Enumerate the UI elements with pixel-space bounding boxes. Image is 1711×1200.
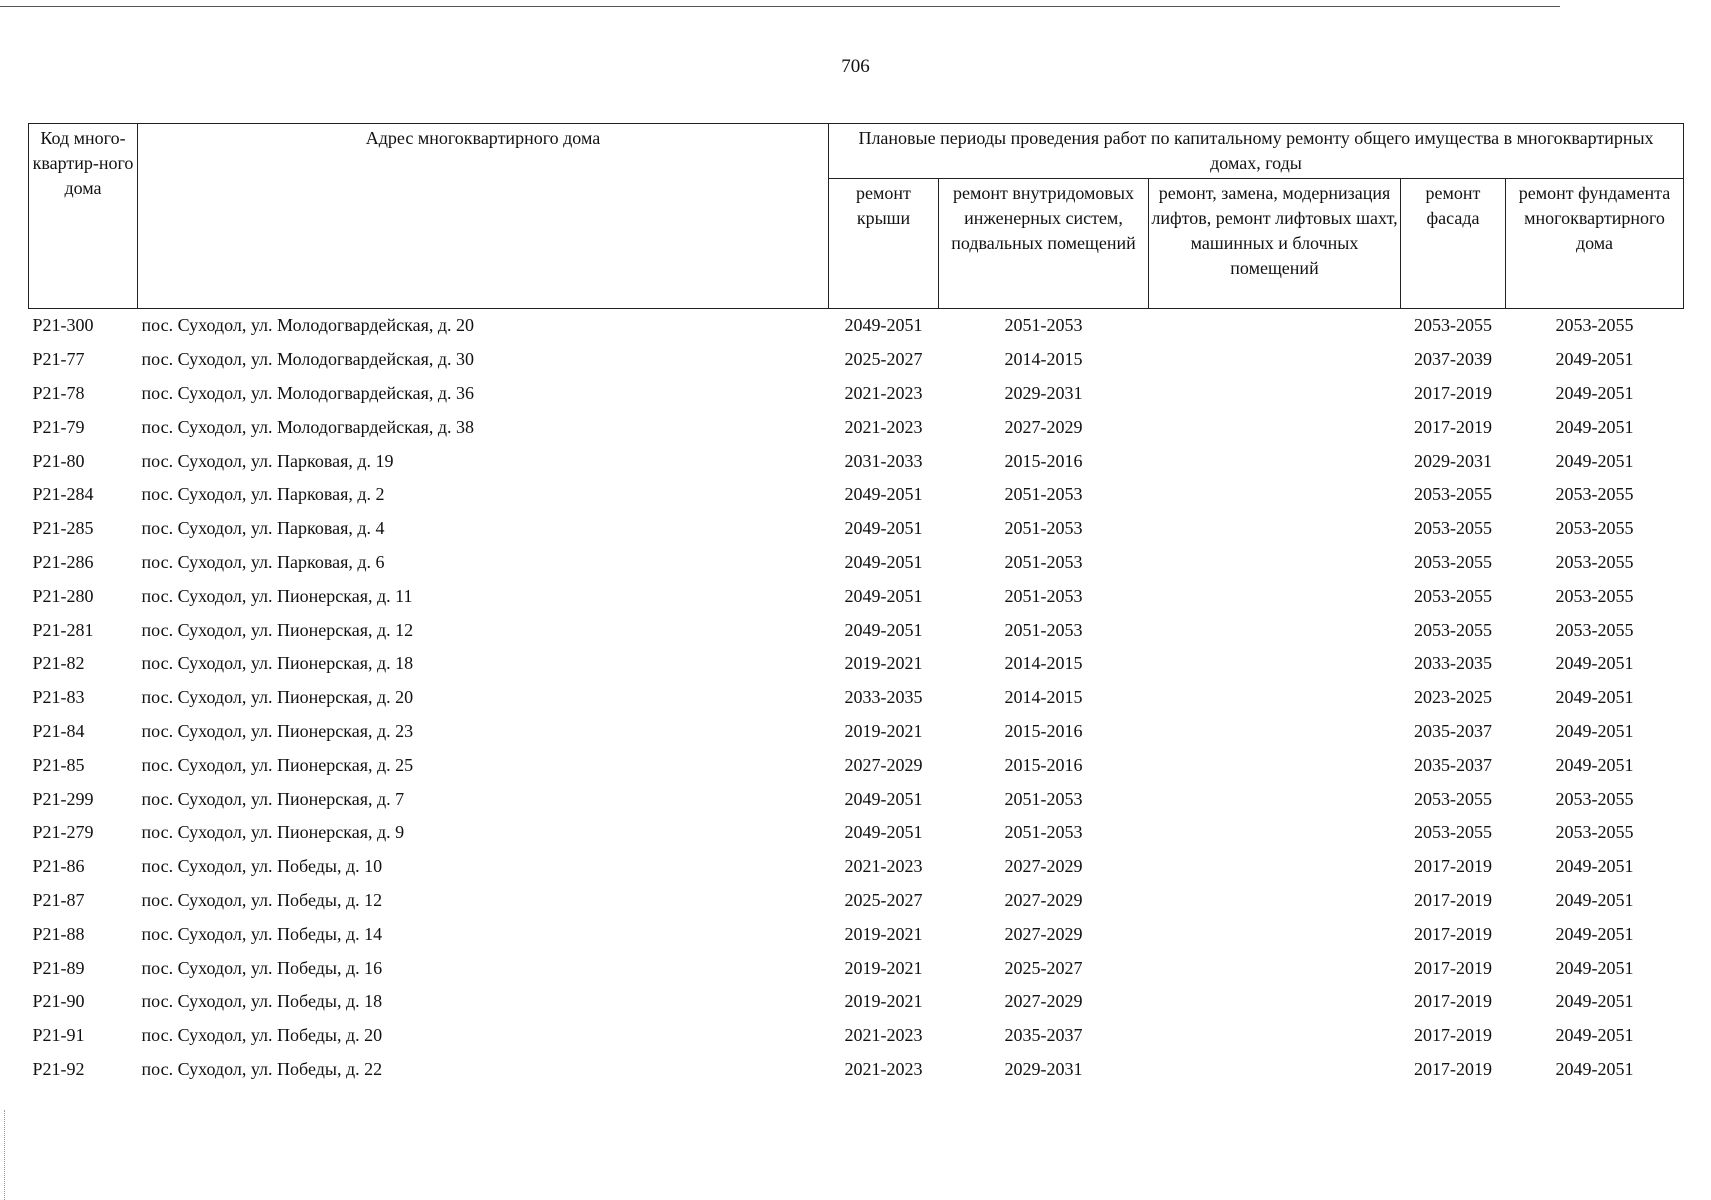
table-row	[29, 850, 1684, 884]
cell-facade: 2017-2019	[1414, 856, 1492, 877]
cell-roof: 2033-2035	[844, 687, 923, 708]
cell-roof: 2021-2023	[844, 1058, 923, 1079]
cell-lifts	[1149, 579, 1401, 613]
scan-margin-marks	[4, 1110, 5, 1200]
cell-systems: 2051-2053	[1004, 788, 1083, 809]
cell-lifts	[1149, 410, 1401, 444]
header-code: Код много-квартир-ного дома	[29, 124, 138, 309]
cell-code: P21-88	[32, 923, 85, 944]
cell-facade: 2053-2055	[1414, 518, 1492, 539]
cell-roof: 2025-2027	[844, 349, 923, 370]
cell-facade: 2017-2019	[1414, 889, 1492, 910]
cell-systems: 2014-2015	[1004, 349, 1083, 370]
table-row	[29, 985, 1684, 1019]
table-row	[29, 748, 1684, 782]
header-foundation: ремонт фундамента многоквартирного дома	[1506, 179, 1684, 309]
cell-lifts	[1149, 613, 1401, 647]
cell-roof: 2019-2021	[844, 923, 923, 944]
cell-code: P21-77	[32, 349, 85, 370]
cell-address: пос. Суходол, ул. Победы, д. 12	[141, 889, 383, 910]
cell-facade: 2053-2055	[1414, 484, 1492, 505]
cell-facade: 2053-2055	[1414, 822, 1492, 843]
cell-systems: 2051-2053	[1004, 822, 1083, 843]
cell-facade: 2053-2055	[1414, 585, 1492, 606]
cell-lifts	[1149, 478, 1401, 512]
table-row	[29, 681, 1684, 715]
cell-roof: 2049-2051	[844, 788, 923, 809]
cell-foundation: 2053-2055	[1555, 315, 1634, 336]
table-row	[29, 884, 1684, 918]
cell-foundation: 2053-2055	[1555, 484, 1634, 505]
cell-systems: 2015-2016	[1004, 450, 1083, 471]
cell-address: пос. Суходол, ул. Пионерская, д. 25	[141, 754, 414, 775]
cell-code: P21-285	[32, 518, 94, 539]
cell-systems: 2027-2029	[1004, 856, 1083, 877]
cell-address: пос. Суходол, ул. Пионерская, д. 23	[141, 720, 414, 741]
table-row	[29, 917, 1684, 951]
cell-lifts	[1149, 816, 1401, 850]
cell-systems: 2027-2029	[1004, 923, 1083, 944]
cell-facade: 2017-2019	[1414, 923, 1492, 944]
cell-foundation: 2049-2051	[1555, 957, 1634, 978]
cell-lifts	[1149, 951, 1401, 985]
cell-address: пос. Суходол, ул. Победы, д. 18	[141, 991, 383, 1012]
cell-code: P21-286	[32, 551, 94, 572]
cell-address: пос. Суходол, ул. Победы, д. 10	[141, 856, 383, 877]
cell-lifts	[1149, 512, 1401, 546]
cell-foundation: 2049-2051	[1555, 991, 1634, 1012]
cell-address: пос. Суходол, ул. Пионерская, д. 12	[141, 619, 414, 640]
cell-address: пос. Суходол, ул. Победы, д. 20	[141, 1025, 383, 1046]
cell-address: пос. Суходол, ул. Пионерская, д. 9	[141, 822, 405, 843]
table-row	[29, 1053, 1684, 1087]
cell-roof: 2025-2027	[844, 889, 923, 910]
repair-schedule-table	[28, 123, 1684, 1086]
cell-facade: 2033-2035	[1414, 653, 1492, 674]
cell-foundation: 2049-2051	[1555, 653, 1634, 674]
cell-roof: 2021-2023	[844, 1025, 923, 1046]
header-systems: ремонт внутридомовых инженерных систем, подвальных помещений	[939, 179, 1149, 309]
cell-lifts	[1149, 546, 1401, 580]
cell-roof: 2049-2051	[844, 551, 923, 572]
cell-foundation: 2049-2051	[1555, 349, 1634, 370]
cell-foundation: 2049-2051	[1555, 1058, 1634, 1079]
cell-systems: 2051-2053	[1004, 518, 1083, 539]
cell-roof: 2019-2021	[844, 720, 923, 741]
table-row	[29, 309, 1684, 343]
cell-systems: 2051-2053	[1004, 484, 1083, 505]
cell-address: пос. Суходол, ул. Пионерская, д. 20	[141, 687, 414, 708]
cell-lifts	[1149, 715, 1401, 749]
cell-foundation: 2053-2055	[1555, 822, 1634, 843]
cell-facade: 2017-2019	[1414, 1025, 1492, 1046]
cell-facade: 2053-2055	[1414, 619, 1492, 640]
cell-foundation: 2049-2051	[1555, 889, 1634, 910]
cell-facade: 2017-2019	[1414, 382, 1492, 403]
cell-facade: 2053-2055	[1414, 551, 1492, 572]
cell-lifts	[1149, 444, 1401, 478]
cell-roof: 2049-2051	[844, 619, 923, 640]
cell-facade: 2017-2019	[1414, 991, 1492, 1012]
cell-address: пос. Суходол, ул. Молодогвардейская, д. 20	[141, 315, 475, 336]
table-row	[29, 343, 1684, 377]
cell-systems: 2014-2015	[1004, 687, 1083, 708]
cell-systems: 2051-2053	[1004, 585, 1083, 606]
header-group: Плановые периоды проведения работ по капитальному ремонту общего имущества в многоквартирных домах, годы	[829, 124, 1684, 179]
cell-foundation: 2053-2055	[1555, 518, 1634, 539]
cell-roof: 2031-2033	[844, 450, 923, 471]
cell-facade: 2017-2019	[1414, 416, 1492, 437]
cell-code: P21-84	[32, 720, 85, 741]
cell-code: P21-300	[32, 315, 94, 336]
cell-code: P21-281	[32, 619, 94, 640]
cell-roof: 2021-2023	[844, 382, 923, 403]
cell-lifts	[1149, 1019, 1401, 1053]
cell-roof: 2019-2021	[844, 957, 923, 978]
cell-facade: 2017-2019	[1414, 957, 1492, 978]
cell-code: P21-280	[32, 585, 94, 606]
cell-roof: 2019-2021	[844, 653, 923, 674]
table-header	[29, 124, 1684, 309]
cell-facade: 2035-2037	[1414, 720, 1492, 741]
cell-systems: 2051-2053	[1004, 619, 1083, 640]
cell-facade: 2053-2055	[1414, 788, 1492, 809]
cell-code: P21-299	[32, 788, 94, 809]
cell-address: пос. Суходол, ул. Победы, д. 16	[141, 957, 383, 978]
cell-code: P21-90	[32, 991, 85, 1012]
cell-systems: 2051-2053	[1004, 551, 1083, 572]
cell-facade: 2037-2039	[1414, 349, 1492, 370]
cell-foundation: 2049-2051	[1555, 720, 1634, 741]
cell-code: P21-85	[32, 754, 85, 775]
cell-address: пос. Суходол, ул. Пионерская, д. 7	[141, 788, 405, 809]
table-row	[29, 613, 1684, 647]
cell-systems: 2051-2053	[1004, 315, 1083, 336]
cell-roof: 2049-2051	[844, 518, 923, 539]
cell-systems: 2015-2016	[1004, 754, 1083, 775]
cell-foundation: 2049-2051	[1555, 754, 1634, 775]
table-row	[29, 782, 1684, 816]
cell-facade: 2029-2031	[1414, 450, 1492, 471]
cell-address: пос. Суходол, ул. Пионерская, д. 11	[141, 585, 413, 606]
cell-roof: 2049-2051	[844, 822, 923, 843]
cell-facade: 2053-2055	[1414, 315, 1492, 336]
cell-lifts	[1149, 748, 1401, 782]
cell-address: пос. Суходол, ул. Молодогвардейская, д. 30	[141, 349, 475, 370]
cell-address: пос. Суходол, ул. Парковая, д. 6	[141, 551, 385, 572]
cell-code: P21-279	[32, 822, 94, 843]
cell-foundation: 2049-2051	[1555, 1025, 1634, 1046]
cell-lifts	[1149, 681, 1401, 715]
cell-systems: 2014-2015	[1004, 653, 1083, 674]
table-row	[29, 377, 1684, 411]
scan-top-rule	[0, 6, 1560, 7]
cell-lifts	[1149, 1053, 1401, 1087]
cell-foundation: 2049-2051	[1555, 687, 1634, 708]
cell-foundation: 2053-2055	[1555, 619, 1634, 640]
cell-systems: 2027-2029	[1004, 889, 1083, 910]
cell-lifts	[1149, 850, 1401, 884]
cell-lifts	[1149, 884, 1401, 918]
cell-code: P21-92	[32, 1058, 85, 1079]
cell-address: пос. Суходол, ул. Парковая, д. 2	[141, 484, 385, 505]
cell-foundation: 2049-2051	[1555, 382, 1634, 403]
cell-code: P21-87	[32, 889, 85, 910]
table-row	[29, 444, 1684, 478]
cell-foundation: 2053-2055	[1555, 788, 1634, 809]
header-address: Адрес многоквартирного дома	[138, 124, 829, 309]
cell-lifts	[1149, 377, 1401, 411]
cell-roof: 2049-2051	[844, 315, 923, 336]
cell-systems: 2027-2029	[1004, 416, 1083, 437]
cell-address: пос. Суходол, ул. Победы, д. 14	[141, 923, 383, 944]
cell-systems: 2029-2031	[1004, 382, 1083, 403]
cell-systems: 2035-2037	[1004, 1025, 1083, 1046]
cell-code: P21-80	[32, 450, 85, 471]
table-row	[29, 512, 1684, 546]
cell-lifts	[1149, 917, 1401, 951]
header-facade: ремонт фасада	[1401, 179, 1506, 309]
page-number: 706	[841, 56, 870, 77]
cell-lifts	[1149, 343, 1401, 377]
table-row	[29, 1019, 1684, 1053]
header-lifts: ремонт, замена, модернизация лифтов, ремонт лифтовых шахт, машинных и блочных помещений	[1149, 179, 1401, 309]
cell-foundation: 2049-2051	[1555, 856, 1634, 877]
table-row	[29, 546, 1684, 580]
cell-address: пос. Суходол, ул. Молодогвардейская, д. 36	[141, 382, 475, 403]
cell-roof: 2021-2023	[844, 416, 923, 437]
cell-systems: 2027-2029	[1004, 991, 1083, 1012]
table-row	[29, 951, 1684, 985]
cell-code: P21-91	[32, 1025, 85, 1046]
cell-lifts	[1149, 782, 1401, 816]
cell-roof: 2049-2051	[844, 484, 923, 505]
cell-code: P21-83	[32, 687, 85, 708]
cell-lifts	[1149, 309, 1401, 343]
cell-address: пос. Суходол, ул. Парковая, д. 4	[141, 518, 385, 539]
cell-systems: 2025-2027	[1004, 957, 1083, 978]
cell-foundation: 2049-2051	[1555, 923, 1634, 944]
cell-systems: 2015-2016	[1004, 720, 1083, 741]
table-row	[29, 816, 1684, 850]
cell-facade: 2017-2019	[1414, 1058, 1492, 1079]
cell-code: P21-86	[32, 856, 85, 877]
cell-foundation: 2049-2051	[1555, 450, 1634, 471]
cell-roof: 2049-2051	[844, 585, 923, 606]
table-row	[29, 715, 1684, 749]
table-row	[29, 579, 1684, 613]
table-row	[29, 410, 1684, 444]
cell-facade: 2035-2037	[1414, 754, 1492, 775]
cell-address: пос. Суходол, ул. Победы, д. 22	[141, 1058, 383, 1079]
table-body	[29, 309, 1684, 1087]
cell-address: пос. Суходол, ул. Пионерская, д. 18	[141, 653, 414, 674]
cell-code: P21-79	[32, 416, 85, 437]
cell-code: P21-82	[32, 653, 85, 674]
cell-code: P21-89	[32, 957, 85, 978]
table-row	[29, 647, 1684, 681]
cell-roof: 2021-2023	[844, 856, 923, 877]
cell-systems: 2029-2031	[1004, 1058, 1083, 1079]
cell-address: пос. Суходол, ул. Молодогвардейская, д. 38	[141, 416, 475, 437]
cell-code: P21-284	[32, 484, 94, 505]
cell-roof: 2027-2029	[844, 754, 923, 775]
cell-facade: 2023-2025	[1414, 687, 1492, 708]
cell-code: P21-78	[32, 382, 85, 403]
cell-address: пос. Суходол, ул. Парковая, д. 19	[141, 450, 394, 471]
cell-foundation: 2053-2055	[1555, 585, 1634, 606]
cell-lifts	[1149, 985, 1401, 1019]
header-roof: ремонт крыши	[829, 179, 939, 309]
table-row	[29, 478, 1684, 512]
cell-foundation: 2049-2051	[1555, 416, 1634, 437]
cell-roof: 2019-2021	[844, 991, 923, 1012]
cell-foundation: 2053-2055	[1555, 551, 1634, 572]
cell-lifts	[1149, 647, 1401, 681]
